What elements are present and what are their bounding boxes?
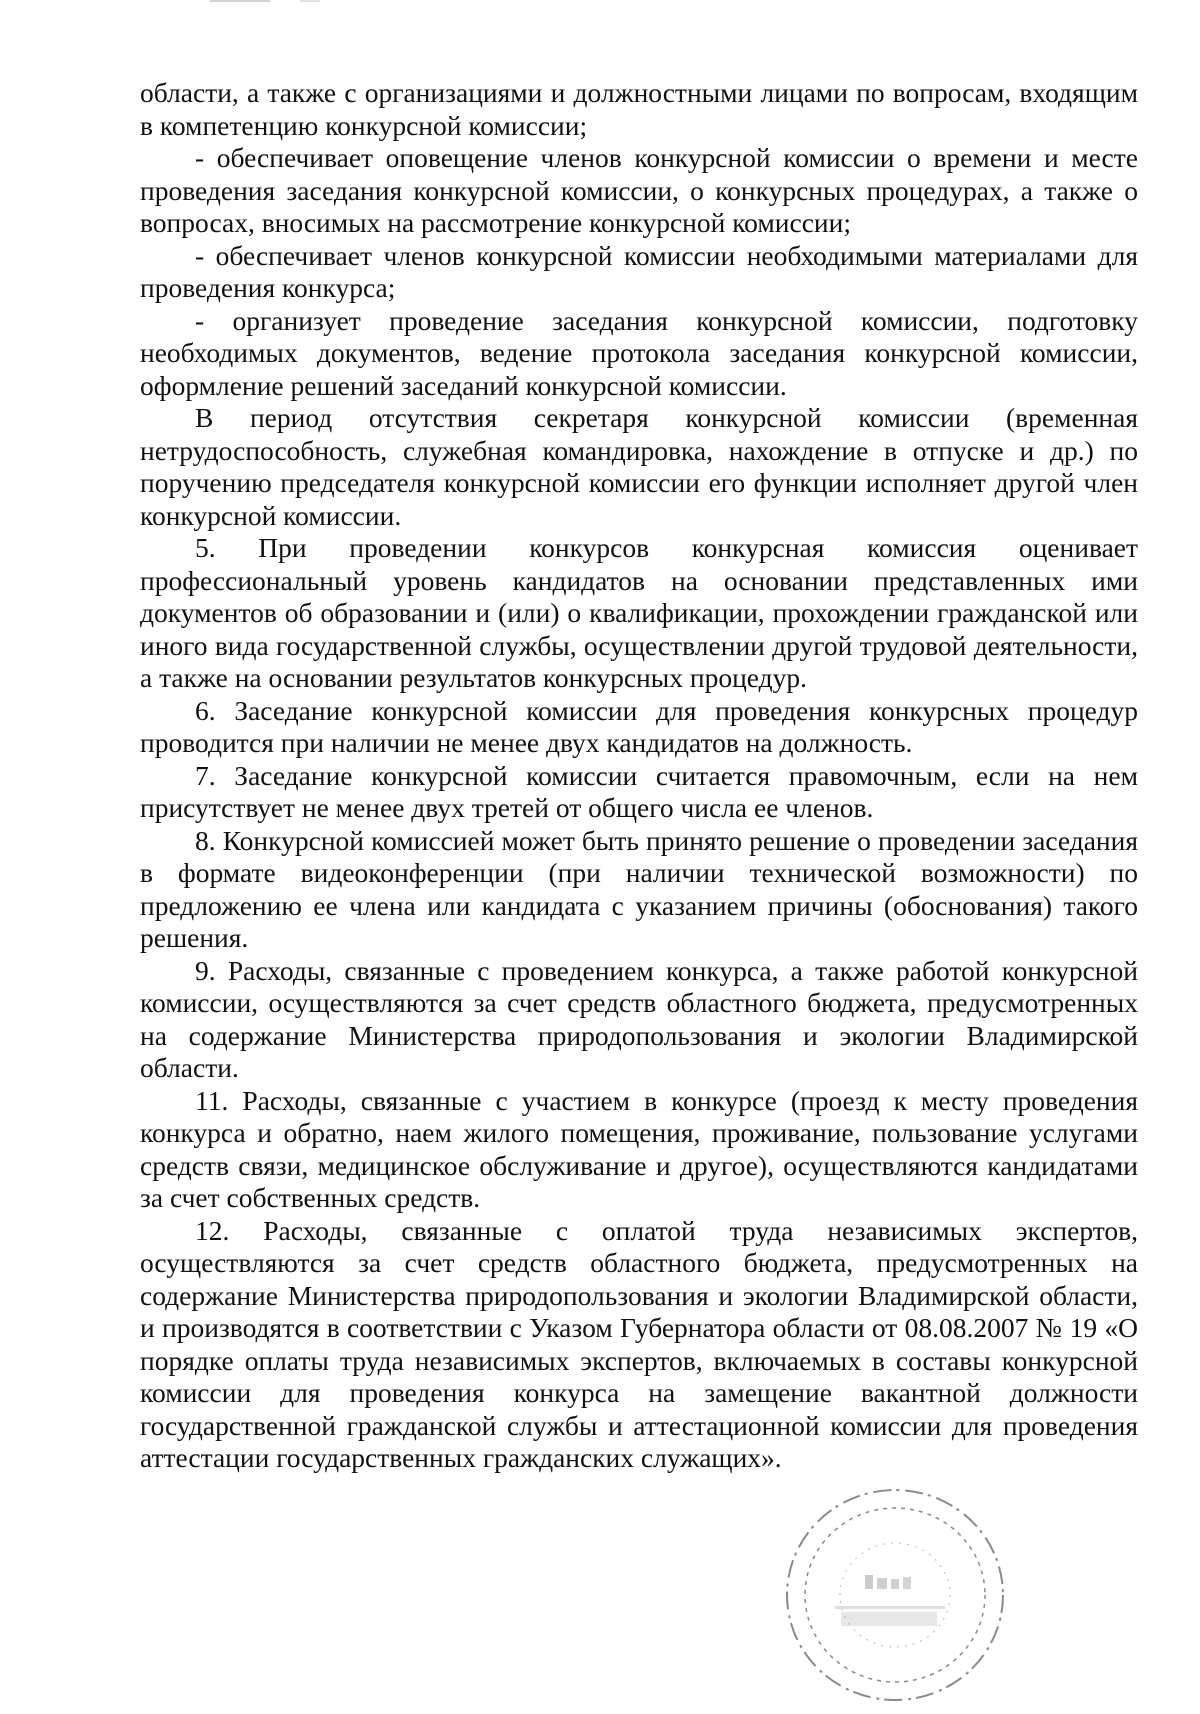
paragraph-item-11: 11. Расходы, связанные с участием в конкурсе (проезд к месту проведения конкурса и обратно, наем жилого помещения, проживание, пользование услугами средств связи, медицинское обслуживание и другое), осуществляются кандидатами за счет собственных средств. <box>140 1084 1138 1213</box>
paragraph-notification-duty: - обеспечивает оповещение членов конкурсной комиссии о времени и месте проведения заседания конкурсной комиссии, о конкурсных процедурах, а также о вопросах, вносимых на рассмотрение конкурсной комиссии; <box>140 142 1138 238</box>
round-seal-icon <box>775 1480 1015 1710</box>
paragraph-item-9: 9. Расходы, связанные с проведением конкурса, а также работой конкурсной комиссии, осуществляются за счет средств областного бюджета, предусмотренных на содержание Министерства природопользования и экологии Владимирской области. <box>140 954 1138 1083</box>
paragraph-continuation: области, а также с организациями и должностными лицами по вопросам, входящим в компетенцию конкурсной комиссии; <box>140 77 1138 141</box>
paragraph-item-6: 6. Заседание конкурсной комиссии для проведения конкурсных процедур проводится при наличии не менее двух кандидатов на должность. <box>140 694 1138 758</box>
paragraph-item-12: 12. Расходы, связанные с оплатой труда независимых экспертов, осуществляются за счет средств областного бюджета, предусмотренных на содержание Министерства природопользования и экологии Владимирской области, и производятся в соответствии с Указом Губернатора области от 08.08.2007 № 19 «О порядке оплаты труда независимых экспертов, включаемых в составы конкурсной комиссии для проведения конкурса на замещение вакантной должности государственной гражданской службы и аттестационной комиссии для проведения аттестации государственных гражданских служащих». <box>140 1214 1138 1473</box>
paragraph-organization-duty: - организует проведение заседания конкурсной комиссии, подготовку необходимых документов, ведение протокола заседания конкурсной комиссии, оформление решений заседаний конкурсной комиссии. <box>140 304 1138 401</box>
document-body <box>140 77 1138 1475</box>
paragraph-item-7: 7. Заседание конкурсной комиссии считается правомочным, если на нем присутствует не менее двух третей от общего числа ее членов. <box>140 759 1138 823</box>
paragraph-materials-duty: - обеспечивает членов конкурсной комиссии необходимыми материалами для проведения конкурса; <box>140 239 1138 303</box>
scan-artifact <box>210 0 270 2</box>
paragraph-item-8: 8. Конкурсной комиссией может быть принято решение о проведении заседания в формате видеоконференции (при наличии технической возможности) по предложению ее члена или кандидата с указанием причины (обоснования) такого решения. <box>140 824 1138 953</box>
paragraph-item-5: 5. При проведении конкурсов конкурсная комиссия оценивает профессиональный уровень кандидатов на основании представленных ими документов об образовании и (или) о квалификации, прохождении гражданской или иного вида государственной службы, осуществлении другой трудовой деятельности, а также на основании результатов конкурсных процедур. <box>140 532 1138 693</box>
paragraph-secretary-absence: В период отсутствия секретаря конкурсной комиссии (временная нетрудоспособность, служебная командировка, нахождение в отпуске и др.) по поручению председателя конкурсной комиссии его функции исполняет другой член конкурсной комиссии. <box>140 402 1138 531</box>
scan-artifact <box>300 0 320 2</box>
